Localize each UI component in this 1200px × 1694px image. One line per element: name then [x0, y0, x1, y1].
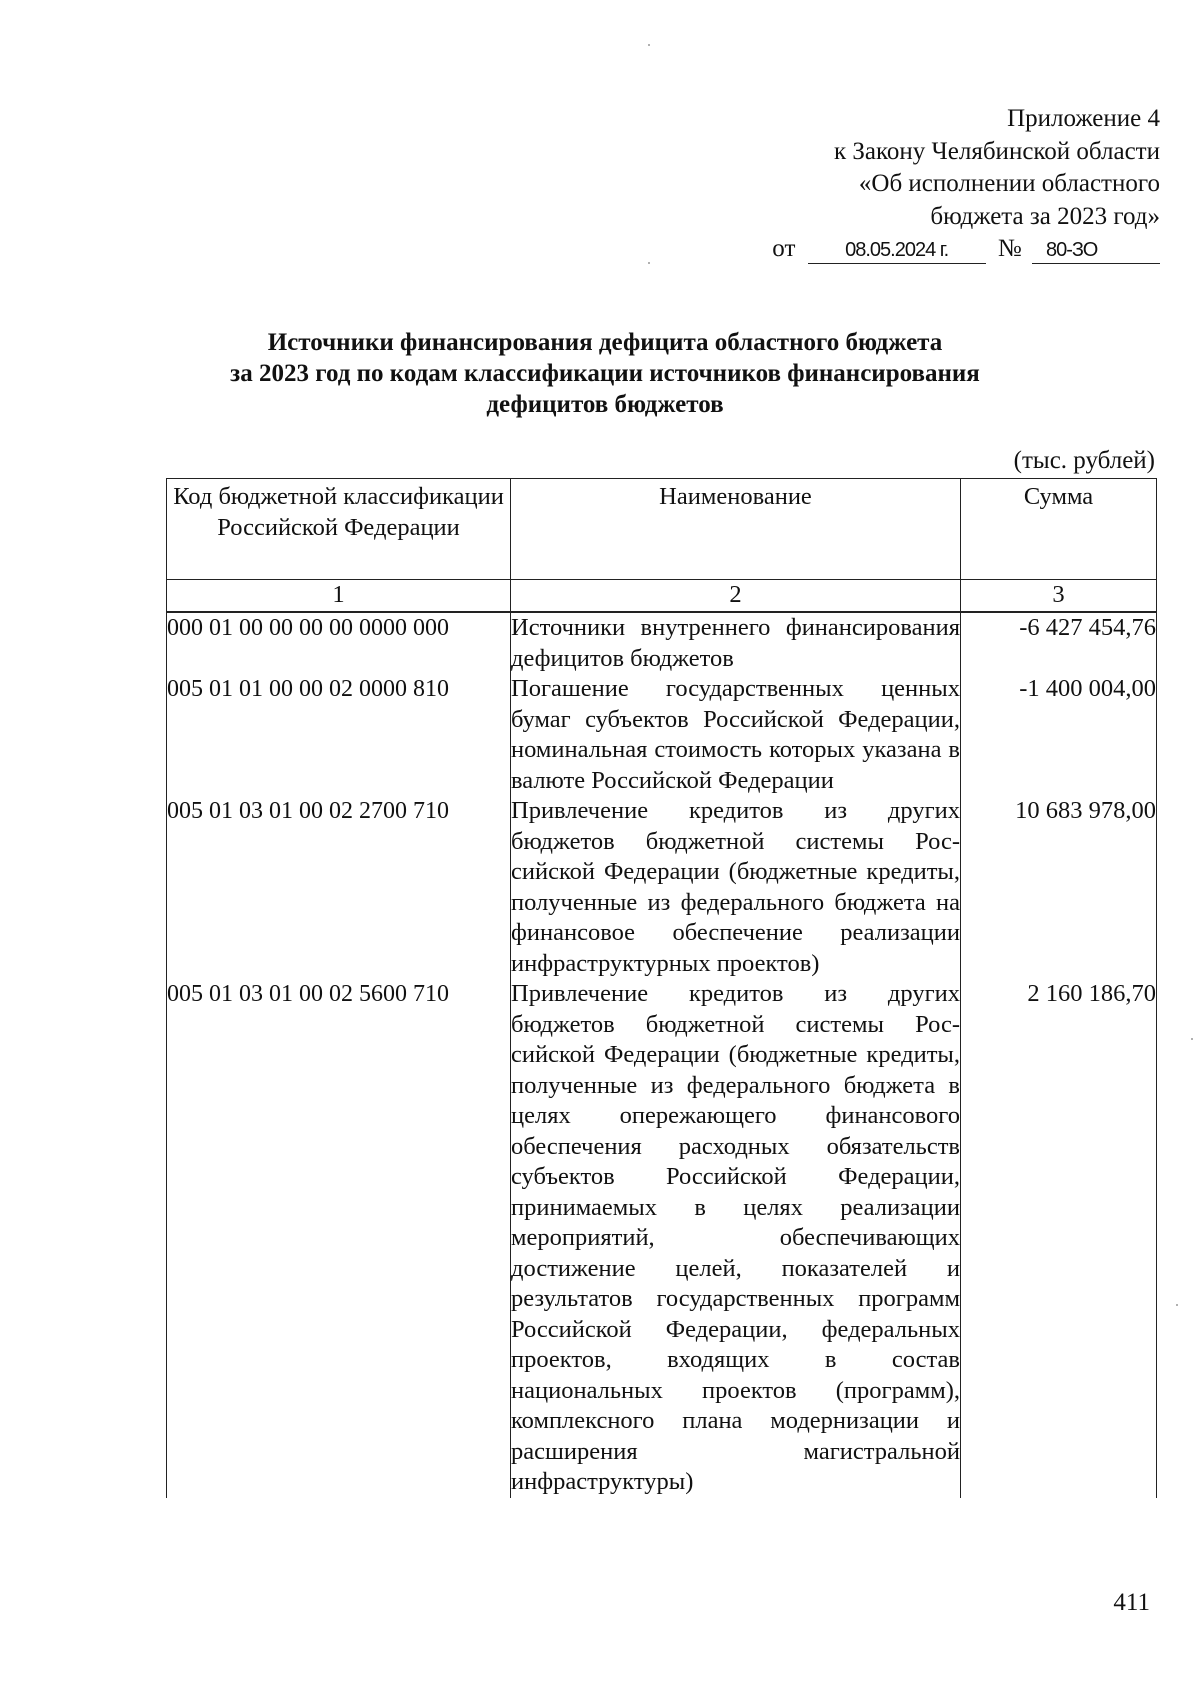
row-code: 000 01 00 00 00 00 0000 000 [167, 612, 511, 674]
financing-sources-table [166, 478, 1157, 1498]
from-label: от [772, 235, 796, 262]
title-line-3: дефицитов бюджетов [486, 391, 724, 418]
annex-block [760, 103, 1160, 266]
law-number: 80-ЗО [1032, 237, 1160, 264]
column-number: 2 [511, 580, 961, 613]
annex-law-name-1: «Об исполнении областного [858, 170, 1160, 197]
table-row [167, 979, 1157, 1498]
row-name: Привлечение кредитов из других бюджетов бюджетной системы Российской Федерации (бюджетные кредиты, полученные из федерального бюджета на финансовое обеспечение реализации инфраструктурных проектов) [511, 796, 961, 979]
row-sum: -1 400 004,00 [961, 674, 1157, 796]
header-code: Код бюджетной классификации Российской Федерации [167, 479, 511, 580]
annex-law-name-2: бюджета за 2023 год» [930, 202, 1160, 230]
document-title [175, 327, 1035, 420]
annex-date-number [760, 233, 1160, 266]
scan-speck [1191, 1038, 1193, 1040]
table-header-row [167, 479, 1157, 580]
row-code: 005 01 03 01 00 02 5600 710 [167, 979, 511, 1498]
annex-title: Приложение 4 [1007, 105, 1160, 132]
header-name: Наименование [511, 479, 961, 580]
row-name: Источники внутреннего финансирования дефицитов бюджетов [511, 612, 961, 674]
page-number: 411 [1113, 1589, 1150, 1616]
row-code: 005 01 01 00 00 02 0000 810 [167, 674, 511, 796]
annex-law-ref: к Закону Челябинской области [834, 137, 1160, 165]
row-sum: 2 160 186,70 [961, 979, 1157, 1498]
row-code: 005 01 03 01 00 02 2700 710 [167, 796, 511, 979]
title-line-2: за 2023 год по кодам классификации источников финансирования [230, 360, 980, 387]
title-line-1: Источники финансирования дефицита областного бюджета [267, 329, 943, 356]
row-name: Привлечение кредитов из других бюджетов бюджетной системы Российской Федерации (бюджетные кредиты, полученные из федерального бюджета в целях опережающего финансового обеспечения расходных обязательств субъектов Российской Федерации, принимаемых в целях реализации мероприятий, обеспечивающих достижение целей, показателей и результатов государственных программ Российской Федерации, федеральных проектов, входящих в состав национальных проектов (программ), комплексного плана модернизации и расширения магистральной инфраструктуры) [511, 979, 961, 1498]
table-row [167, 612, 1157, 674]
scan-speck [648, 262, 650, 264]
row-sum: -6 427 454,76 [961, 612, 1157, 674]
number-label: № [997, 235, 1022, 262]
table-row [167, 796, 1157, 979]
column-number: 1 [167, 580, 511, 613]
row-sum: 10 683 978,00 [961, 796, 1157, 979]
row-name: Погашение государственных ценных бумаг субъектов Российской Федерации, номинальная стоимость которых указана в валюте Российской Федерации [511, 674, 961, 796]
scan-speck [1176, 1304, 1178, 1306]
law-date: 08.05.2024 г. [808, 237, 986, 264]
table-row [167, 674, 1157, 796]
column-number-row [167, 580, 1157, 613]
scan-speck [648, 44, 650, 46]
column-number: 3 [961, 580, 1157, 613]
header-sum: Сумма [961, 479, 1157, 580]
units-label: (тыс. рублей) [1013, 447, 1155, 474]
